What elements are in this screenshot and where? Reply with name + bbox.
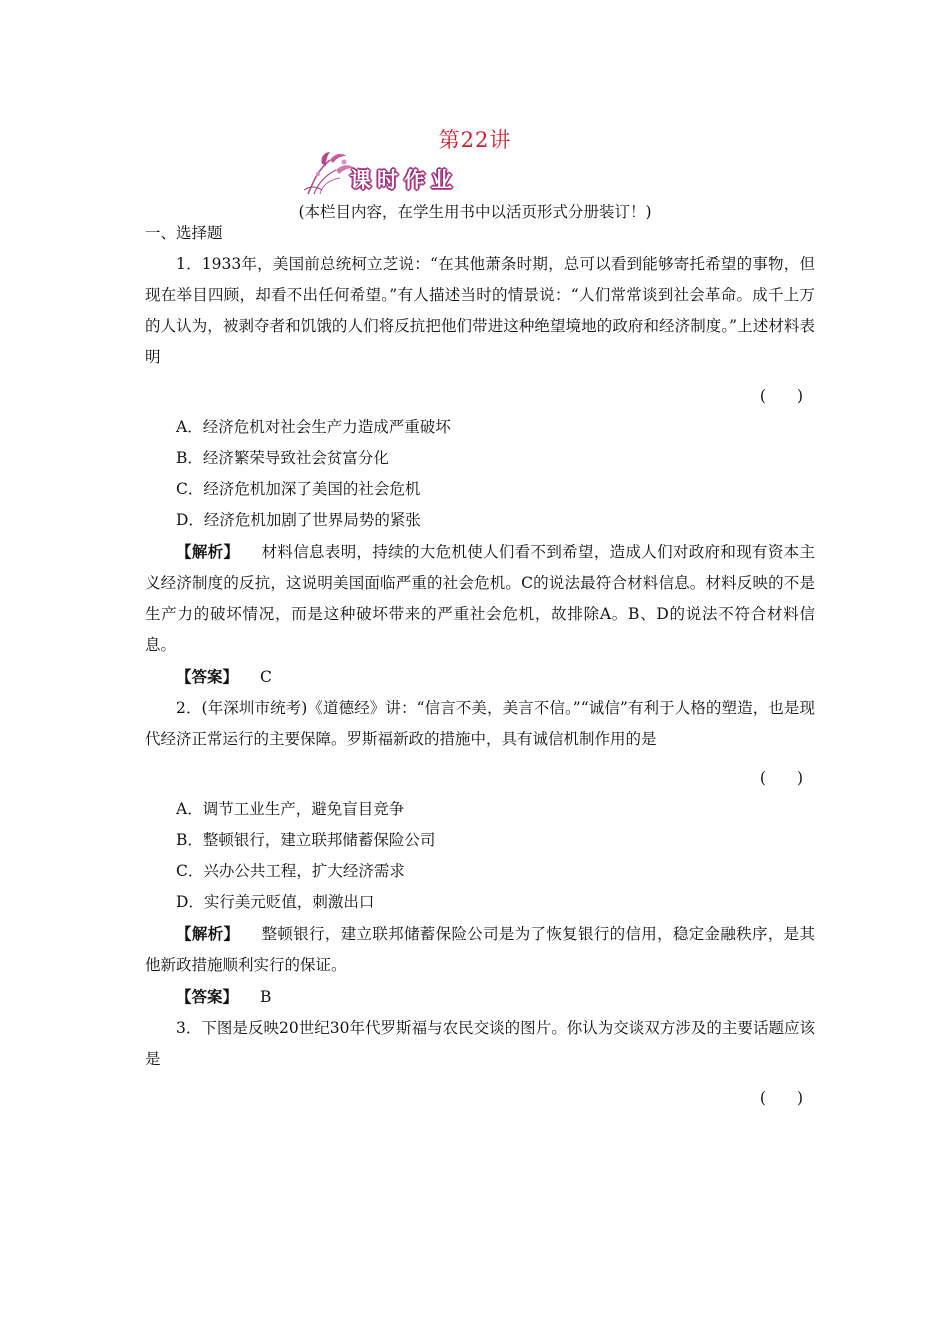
- question-1-stem: 1．1933年，美国前总统柯立芝说：“在其他萧条时期，总可以看到能够寄托希望的事物，但现在举目四顾，却看不出任何希望。”有人描述当时的情景说：“人们常常谈到社会革命。成千上万的人认为，被剥夺者和饥饿的人们将反抗把他们带进这种绝望境地的政府和经济制度。”上述材料表明: [145, 255, 815, 366]
- q1-answer-tag: 【答案】: [176, 667, 239, 686]
- binding-note: (本栏目内容，在学生用书中以活页形式分册装订！): [298, 203, 652, 221]
- lecture-title: 第22讲: [438, 128, 512, 152]
- question-3-stem: 3．下图是反映20世纪30年代罗斯福与农民交谈的图片。你认为交谈双方涉及的主要话题应该是: [145, 1019, 815, 1068]
- question-3-answer-blank: ( ): [759, 1089, 803, 1107]
- q1-option-a: A．经济危机对社会生产力造成严重破坏: [176, 418, 451, 436]
- question-1-answer-blank: ( ): [759, 387, 803, 405]
- q2-answer-tag: 【答案】: [176, 987, 239, 1006]
- q1-analysis: [145, 536, 815, 661]
- q2-option-d: D．实行美元贬值，刺激出口: [176, 893, 375, 911]
- q2-analysis-tag: 【解析】: [176, 924, 240, 943]
- q1-answer: [145, 661, 815, 693]
- q1-option-c: C．经济危机加深了美国的社会危机: [176, 480, 421, 498]
- question-2-answer-blank: ( ): [759, 769, 803, 787]
- q2-analysis-text: 整顿银行，建立联邦储蓄保险公司是为了恢复银行的信用，稳定金融秩序，是其他新政措施顺利实行的保证。: [145, 925, 815, 974]
- homework-banner: [300, 150, 490, 196]
- q2-answer-value: B: [260, 988, 272, 1006]
- q2-option-a: A．调节工业生产，避免盲目竞争: [176, 800, 405, 818]
- question-2-stem: 2．(年深圳市统考)《道德经》讲：“信言不美，美言不信。”“诚信”有利于人格的塑造，也是现代经济正常运行的主要保障。罗斯福新政的措施中，具有诚信机制作用的是: [145, 699, 815, 748]
- q1-option-d: D．经济危机加剧了世界局势的紧张: [176, 511, 421, 529]
- q2-option-c: C．兴办公共工程，扩大经济需求: [176, 862, 405, 880]
- q2-answer: [145, 981, 815, 1013]
- section-heading: 一、选择题: [145, 224, 223, 242]
- q1-analysis-tag: 【解析】: [176, 542, 240, 561]
- q1-analysis-text: 材料信息表明，持续的大危机使人们看不到希望，造成人们对政府和现有资本主义经济制度的反抗，这说明美国面临严重的社会危机。C的说法最符合材料信息。材料反映的不是生产力的破坏情况，而是这种破坏带来的严重社会危机，故排除A。B、D的说法不符合材料信息。: [145, 543, 815, 654]
- banner-title: 课时作业: [350, 167, 458, 192]
- question-content: [145, 218, 815, 1114]
- q1-option-b: B．经济繁荣导致社会贫富分化: [176, 449, 389, 467]
- q1-answer-value: C: [260, 668, 272, 686]
- q2-option-b: B．整顿银行，建立联邦储蓄保险公司: [176, 831, 436, 849]
- q2-analysis: [145, 918, 815, 981]
